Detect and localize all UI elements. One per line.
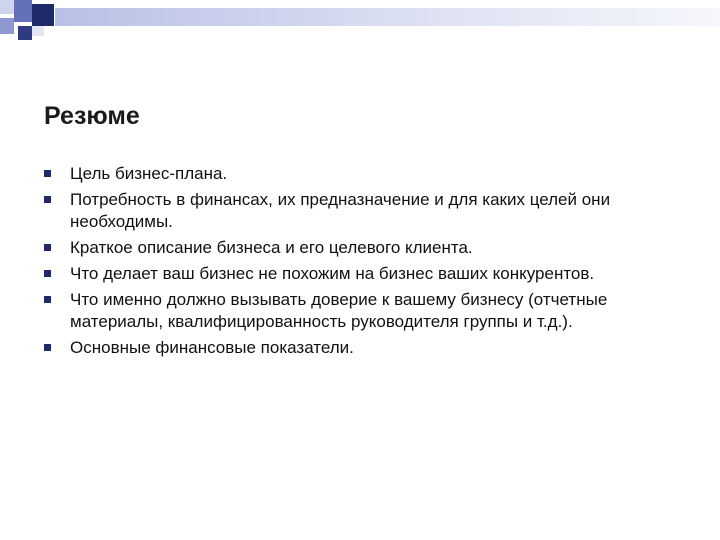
square-bullet-icon: [44, 344, 51, 351]
list-item: [44, 189, 684, 233]
bullet-text: Основные финансовые показатели.: [70, 338, 354, 357]
header-square-light: [0, 0, 14, 14]
header-square-small-dark: [18, 26, 32, 40]
header-square-mid: [0, 18, 14, 34]
square-bullet-icon: [44, 196, 51, 203]
header-decoration: [0, 0, 720, 45]
list-item: [44, 263, 684, 285]
header-square-pale: [32, 26, 44, 36]
slide-title: Резюме: [44, 102, 140, 130]
bullet-text: Потребность в финансах, их предназначение и для каких целей они необходимы.: [70, 190, 611, 231]
list-item: [44, 289, 684, 333]
square-bullet-icon: [44, 170, 51, 177]
bullet-text: Цель бизнес-плана.: [70, 164, 228, 183]
list-item: [44, 337, 684, 359]
header-gradient-bar: [55, 8, 720, 26]
square-bullet-icon: [44, 244, 51, 251]
square-bullet-icon: [44, 270, 51, 277]
square-bullet-icon: [44, 296, 51, 303]
bullet-text: Краткое описание бизнеса и его целевого клиента.: [70, 238, 473, 257]
list-item: [44, 237, 684, 259]
header-square-blue: [14, 0, 32, 22]
list-item: [44, 163, 684, 185]
bullet-text: Что делает ваш бизнес не похожим на бизнес ваших конкурентов.: [70, 264, 595, 283]
bullet-text: Что именно должно вызывать доверие к вашему бизнесу (отчетные материалы, квалифицированность руководителя группы и т.д.).: [70, 290, 608, 331]
header-square-dark: [32, 4, 54, 26]
bullet-list: [44, 163, 684, 363]
